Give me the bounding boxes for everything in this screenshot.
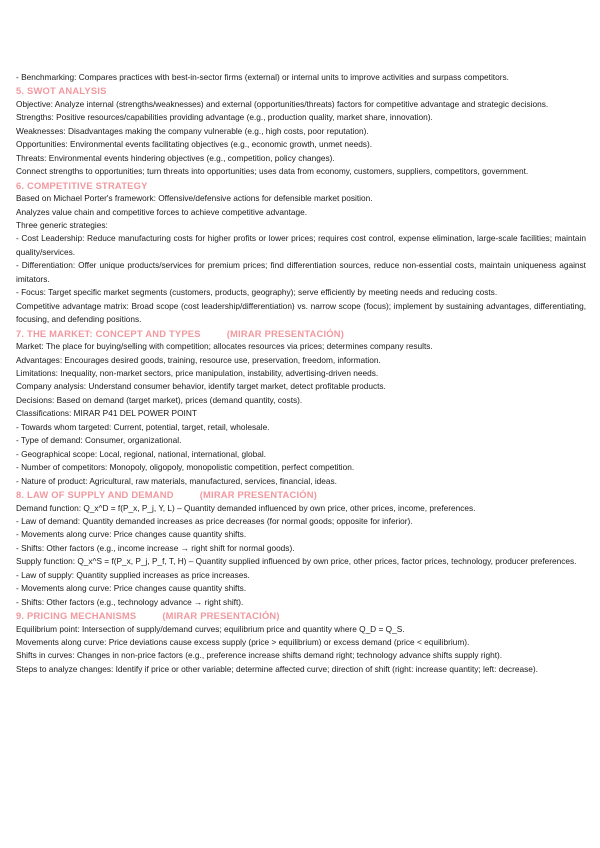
paragraph bbox=[16, 111, 586, 124]
paragraph bbox=[16, 152, 586, 165]
paragraph-text: - Law of demand: Quantity demanded increases as price decreases (for normal goods; opposite for inferior). bbox=[16, 515, 413, 526]
paragraph-text: - Shifts: Other factors (e.g., technology advance → right shift). bbox=[16, 596, 244, 607]
paragraph bbox=[16, 515, 586, 528]
paragraph bbox=[16, 461, 586, 474]
paragraph bbox=[16, 354, 586, 367]
paragraph-text: Movements along curve: Price deviations cause excess supply (price > equilibrium) or excess demand (price < equilibrium). bbox=[16, 637, 470, 648]
paragraph bbox=[16, 192, 586, 205]
paragraph bbox=[16, 380, 586, 393]
document-page bbox=[16, 71, 586, 676]
paragraph-text: - Movements along curve: Price changes cause quantity shifts. bbox=[16, 529, 247, 540]
paragraph-text: Three generic strategies: bbox=[16, 219, 108, 230]
paragraph bbox=[16, 125, 586, 138]
paragraph-text: - Number of competitors: Monopoly, oligopoly, monopolistic competition, perfect competition. bbox=[16, 462, 355, 473]
heading-note: (MIRAR PRESENTACIÓN) bbox=[226, 327, 345, 339]
paragraph bbox=[16, 663, 586, 676]
heading-text: 9. PRICING MECHANISMS bbox=[16, 610, 137, 622]
paragraph-text: - Shifts: Other factors (e.g., income increase → right shift for normal goods). bbox=[16, 542, 295, 553]
paragraph-text: Weaknesses: Disadvantages making the company vulnerable (e.g., high costs, poor reputation). bbox=[16, 125, 369, 136]
paragraph bbox=[16, 300, 586, 327]
paragraph-text: Advantages: Encourages desired goods, training, resource use, preservation, freedom, information. bbox=[16, 354, 381, 365]
section-heading bbox=[16, 327, 586, 340]
paragraph bbox=[16, 569, 586, 582]
paragraph-text: Competitive advantage matrix: Broad scope (cost leadership/differentiation) vs. narrow scope (focus); implement by sustaining advantages, differentiating, focusing, and defending positions. bbox=[16, 300, 586, 325]
paragraph-text: Equilibrium point: Intersection of supply/demand curves; equilibrium price and quantity where Q_D = Q_S. bbox=[16, 623, 405, 634]
paragraph bbox=[16, 407, 586, 420]
heading-text: 8. LAW OF SUPPLY AND DEMAND bbox=[16, 489, 174, 501]
paragraph-text: Threats: Environmental events hindering objectives (e.g., competition, policy changes). bbox=[16, 152, 335, 163]
paragraph-text: Classifications: MIRAR P41 DEL POWER POINT bbox=[16, 408, 197, 419]
paragraph-text: Connect strengths to opportunities; turn threats into opportunities; uses data from economy, customers, suppliers, competitors, government. bbox=[16, 166, 529, 177]
paragraph-text: - Focus: Target specific market segments (customers, products, geography); serve efficiently by meeting needs and reducing costs. bbox=[16, 287, 498, 298]
paragraph-text: Based on Michael Porter's framework: Offensive/defensive actions for defensible market position. bbox=[16, 193, 373, 204]
paragraph-text: Limitations: Inequality, non-market sectors, price manipulation, instability, advertising-driven needs. bbox=[16, 367, 379, 378]
paragraph bbox=[16, 636, 586, 649]
paragraph-text: - Law of supply: Quantity supplied increases as price increases. bbox=[16, 569, 250, 580]
paragraph bbox=[16, 138, 586, 151]
paragraph-text: Supply function: Q_x^S = f(P_x, P_j, P_f, T, H) – Quantity supplied influenced by own price, other prices, factor prices, technology, producer preferences. bbox=[16, 556, 577, 567]
heading-note: (MIRAR PRESENTACIÓN) bbox=[162, 610, 280, 622]
paragraph bbox=[16, 259, 586, 286]
paragraph-text: Market: The place for buying/selling with competition; allocates resources via prices; determines company results. bbox=[16, 341, 433, 352]
paragraph-text: Analyzes value chain and competitive forces to achieve competitive advantage. bbox=[16, 206, 308, 217]
paragraph-text: - Cost Leadership: Reduce manufacturing costs for higher profits or lower prices; requires cost control, expense elimination, large-scale facilities; maintain quality/services. bbox=[16, 233, 586, 257]
paragraph-text: Objective: Analyze internal (strengths/weaknesses) and external (opportunities/threats) factors for competitive advantage and strategic decisions. bbox=[16, 98, 549, 109]
paragraph bbox=[16, 448, 586, 461]
paragraph-text: Opportunities: Environmental events facilitating objectives (e.g., economic growth, unmet needs). bbox=[16, 139, 373, 150]
paragraph-text: Steps to analyze changes: Identify if price or other variable; determine affected curve; direction of shift (right: increase quantity; left: decrease). bbox=[16, 663, 538, 674]
heading-text: 5. SWOT ANALYSIS bbox=[16, 85, 107, 97]
section-heading bbox=[16, 179, 586, 192]
paragraph-text: Strengths: Positive resources/capabilities providing advantage (e.g., production quality, market share, innovation). bbox=[16, 112, 433, 123]
paragraph bbox=[16, 542, 586, 555]
paragraph bbox=[16, 367, 586, 380]
paragraph bbox=[16, 596, 586, 609]
paragraph bbox=[16, 475, 586, 488]
heading-note: (MIRAR PRESENTACIÓN) bbox=[199, 489, 318, 501]
heading-text: 6. COMPETITIVE STRATEGY bbox=[16, 179, 148, 191]
paragraph bbox=[16, 623, 586, 636]
paragraph bbox=[16, 219, 586, 232]
paragraph-text: - Geographical scope: Local, regional, national, international, global. bbox=[16, 448, 266, 459]
heading-text: 7. THE MARKET: CONCEPT AND TYPES bbox=[16, 327, 201, 339]
paragraph bbox=[16, 71, 586, 84]
paragraph bbox=[16, 206, 586, 219]
paragraph bbox=[16, 649, 586, 662]
section-heading bbox=[16, 84, 586, 97]
paragraph bbox=[16, 165, 586, 178]
paragraph-text: Decisions: Based on demand (target market), prices (demand quantity, costs). bbox=[16, 394, 303, 405]
paragraph bbox=[16, 394, 586, 407]
paragraph-text: Shifts in curves: Changes in non-price factors (e.g., preference increase shifts demand right; technology advance shifts supply right). bbox=[16, 650, 503, 661]
paragraph-text: - Type of demand: Consumer, organizational. bbox=[16, 435, 182, 446]
paragraph bbox=[16, 232, 586, 259]
paragraph bbox=[16, 582, 586, 595]
paragraph bbox=[16, 528, 586, 541]
paragraph bbox=[16, 555, 586, 568]
paragraph bbox=[16, 340, 586, 353]
section-heading bbox=[16, 609, 586, 622]
paragraph-text: Company analysis: Understand consumer behavior, identify target market, detect profitable products. bbox=[16, 381, 386, 392]
paragraph-text: - Movements along curve: Price changes cause quantity shifts. bbox=[16, 583, 247, 594]
section-heading bbox=[16, 488, 586, 501]
paragraph bbox=[16, 286, 586, 299]
paragraph bbox=[16, 421, 586, 434]
paragraph bbox=[16, 502, 586, 515]
paragraph-text: - Benchmarking: Compares practices with best-in-sector firms (external) or internal units to improve activities and surpass competitors. bbox=[16, 72, 509, 82]
paragraph bbox=[16, 98, 586, 111]
paragraph-text: - Differentiation: Offer unique products/services for premium prices; find differentiation sources, reduce non-essential costs, maintain uniqueness against imitators. bbox=[16, 260, 586, 284]
paragraph bbox=[16, 434, 586, 447]
paragraph-text: - Nature of product: Agricultural, raw materials, manufactured, services, financial, ideas. bbox=[16, 475, 337, 486]
paragraph-text: - Towards whom targeted: Current, potential, target, retail, wholesale. bbox=[16, 421, 270, 432]
paragraph-text: Demand function: Q_x^D = f(P_x, P_j, Y, L) – Quantity demanded influenced by own price, other prices, income, preferences. bbox=[16, 502, 476, 513]
